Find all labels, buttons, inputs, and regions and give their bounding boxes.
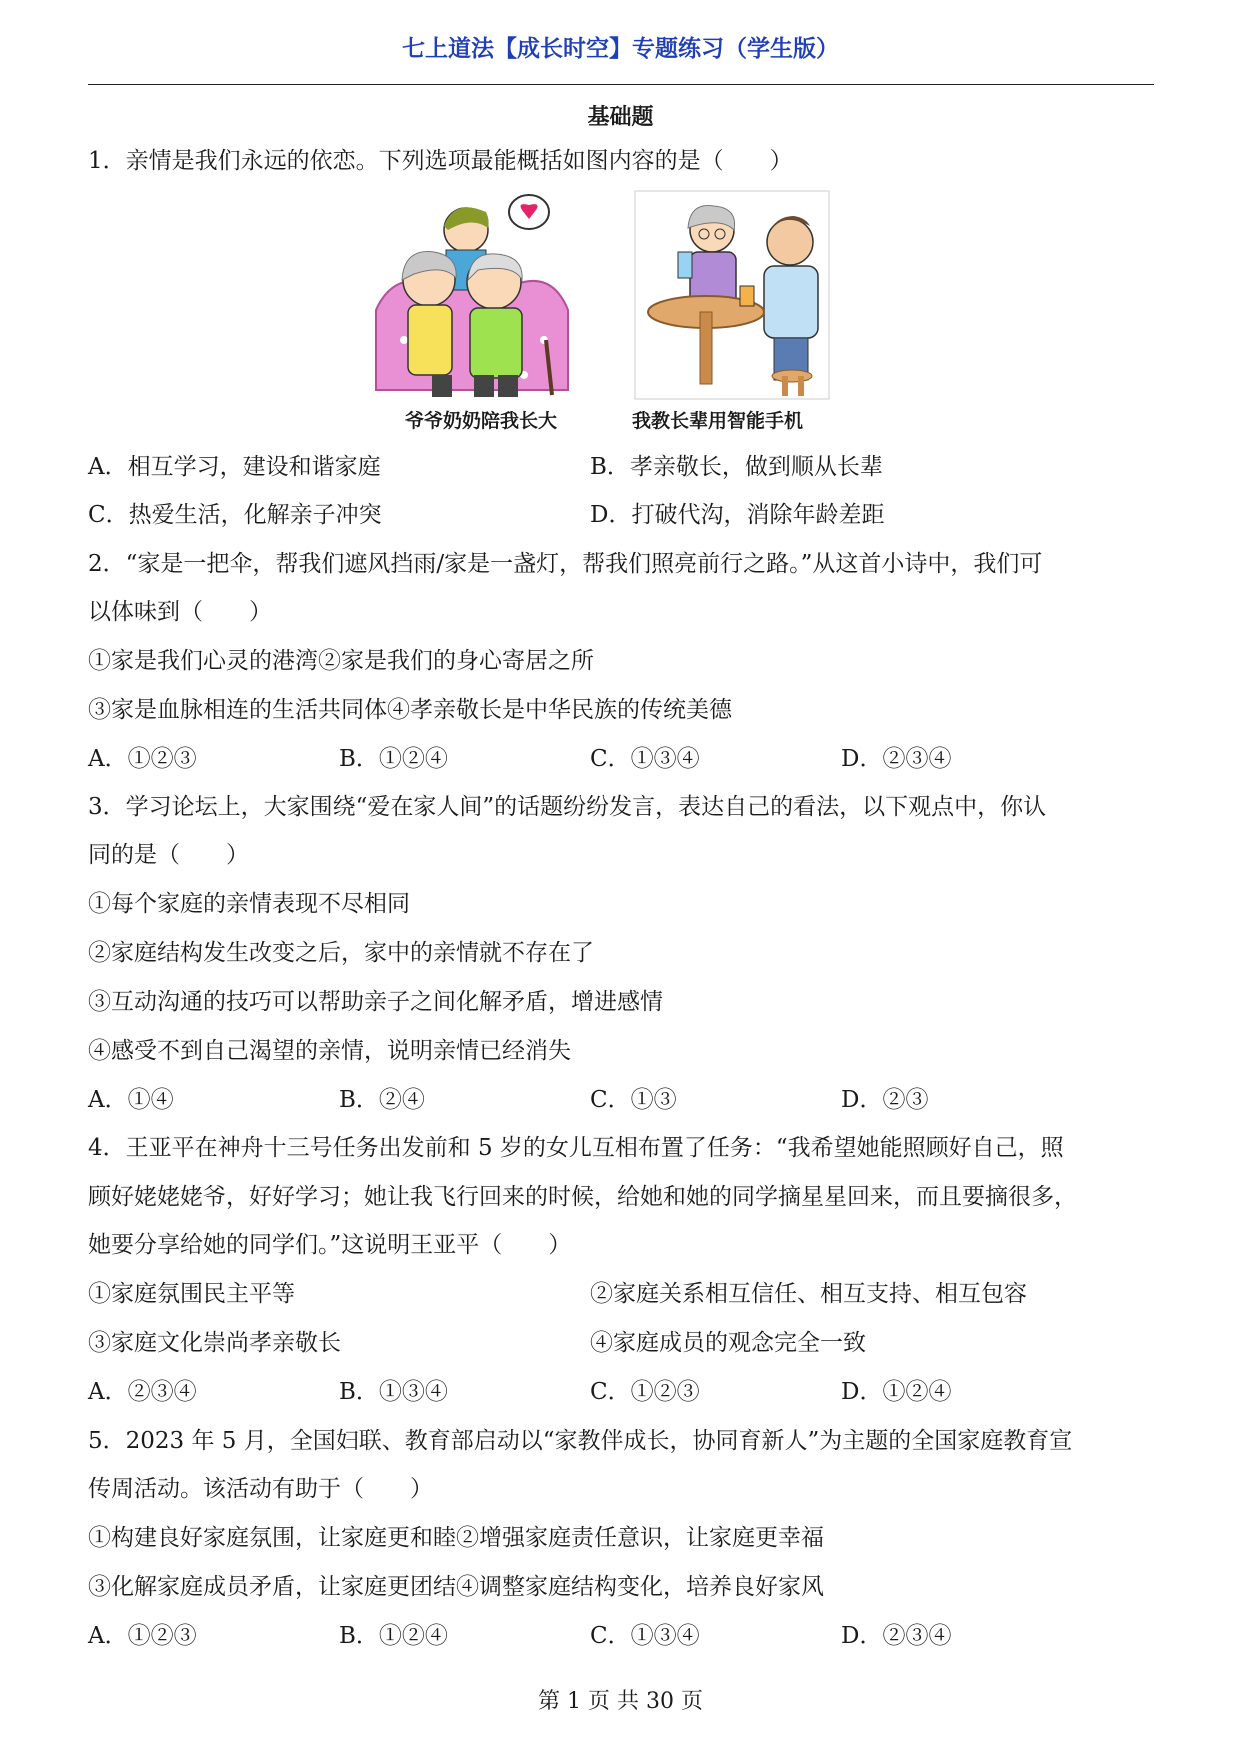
question-3-option-a: A．①④ <box>88 1087 174 1113</box>
question-5-stem-line-2: 传周活动。该活动有助于（ ） <box>88 1476 433 1502</box>
question-1-option-d: D．打破代沟，消除年龄差距 <box>590 502 885 528</box>
question-4-stem-line-3: 她要分享给她的同学们。”这说明王亚平（ ） <box>88 1232 572 1258</box>
question-2-option-c: C．①③④ <box>590 746 700 772</box>
question-2-item-2: ③家是血脉相连的生活共同体④孝亲敬长是中华民族的传统美德 <box>88 697 732 723</box>
question-1-stem: 1．亲情是我们永远的依恋。下列选项最能概括如图内容的是（ ） <box>88 148 793 174</box>
question-3-item-3: ③互动沟通的技巧可以帮助亲子之间化解矛盾，增进感情 <box>88 989 663 1015</box>
question-1-option-a: A．相互学习，建设和谐家庭 <box>88 454 381 480</box>
question-5-option-a: A．①②③ <box>88 1623 197 1649</box>
question-3-option-c: C．①③ <box>590 1087 677 1113</box>
question-4-option-b: B．①③④ <box>339 1379 448 1405</box>
question-4-option-d: D．①②④ <box>841 1379 952 1405</box>
question-2-item-1: ①家是我们心灵的港湾②家是我们的身心寄居之所 <box>88 648 594 674</box>
question-4-stem-line-2: 顾好姥姥姥爷，好好学习；她让我飞行回来的时候，给她和她的同学摘星星回来，而且要摘很多， <box>88 1184 1077 1210</box>
document-header-title: 七上道法【成长时空】专题练习（学生版） <box>402 36 839 62</box>
teaching-smartphone-image <box>634 190 830 400</box>
header-divider <box>88 84 1154 85</box>
question-4-option-a: A．②③④ <box>88 1379 197 1405</box>
question-5-stem-line-1: 5．2023 年 5 月，全国妇联、教育部启动以“家教伴成长，协同育新人”为主题的全国家庭教育宣 <box>88 1428 1073 1454</box>
figure-caption-2: 我教长辈用智能手机 <box>632 410 804 432</box>
grandparents-family-image <box>374 190 570 400</box>
question-1-option-c: C．热爱生活，化解亲子冲突 <box>88 502 382 528</box>
question-4-item-1: ①家庭氛围民主平等 <box>88 1281 295 1307</box>
question-2-option-b: B．①②④ <box>339 746 448 772</box>
question-4-item-3: ③家庭文化崇尚孝亲敬长 <box>88 1330 341 1356</box>
question-2-stem-line-1: 2．“家是一把伞，帮我们遮风挡雨/家是一盏灯，帮我们照亮前行之路。”从这首小诗中，我们可 <box>88 551 1043 577</box>
question-3-item-1: ①每个家庭的亲情表现不尽相同 <box>88 891 410 917</box>
question-3-item-4: ④感受不到自己渴望的亲情，说明亲情已经消失 <box>88 1038 571 1064</box>
question-3-option-b: B．②④ <box>339 1087 425 1113</box>
question-4-item-4: ④家庭成员的观念完全一致 <box>590 1330 866 1356</box>
page-number-footer: 第 1 页 共 30 页 <box>538 1689 703 1714</box>
figure-teaching-elders-illustration <box>634 190 830 404</box>
question-2-option-a: A．①②③ <box>88 746 197 772</box>
figure-caption-1: 爷爷奶奶陪我长大 <box>405 410 558 432</box>
question-4-item-2: ②家庭关系相互信任、相互支持、相互包容 <box>590 1281 1027 1307</box>
question-4-option-c: C．①②③ <box>590 1379 700 1405</box>
question-2-stem-line-2: 以体味到（ ） <box>88 599 272 625</box>
figure-grandparents-illustration <box>374 190 570 404</box>
section-title: 基础题 <box>587 105 654 130</box>
question-5-option-b: B．①②④ <box>339 1623 448 1649</box>
question-5-option-c: C．①③④ <box>590 1623 700 1649</box>
question-5-item-2: ③化解家庭成员矛盾，让家庭更团结④调整家庭结构变化，培养良好家风 <box>88 1574 824 1600</box>
question-4-stem-line-1: 4．王亚平在神舟十三号任务出发前和 5 岁的女儿互相布置了任务：“我希望她能照顾好自己，照 <box>88 1135 1064 1161</box>
question-2-option-d: D．②③④ <box>841 746 952 772</box>
question-3-stem-line-1: 3．学习论坛上，大家围绕“爱在家人间”的话题纷纷发言，表达自己的看法，以下观点中，你认 <box>88 794 1047 820</box>
question-1-option-b: B．孝亲敬长，做到顺从长辈 <box>590 454 883 480</box>
question-5-item-1: ①构建良好家庭氛围，让家庭更和睦②增强家庭责任意识，让家庭更幸福 <box>88 1525 824 1551</box>
question-3-item-2: ②家庭结构发生改变之后，家中的亲情就不存在了 <box>88 940 594 966</box>
question-3-option-d: D．②③ <box>841 1087 929 1113</box>
question-5-option-d: D．②③④ <box>841 1623 952 1649</box>
question-3-stem-line-2: 同的是（ ） <box>88 842 249 868</box>
